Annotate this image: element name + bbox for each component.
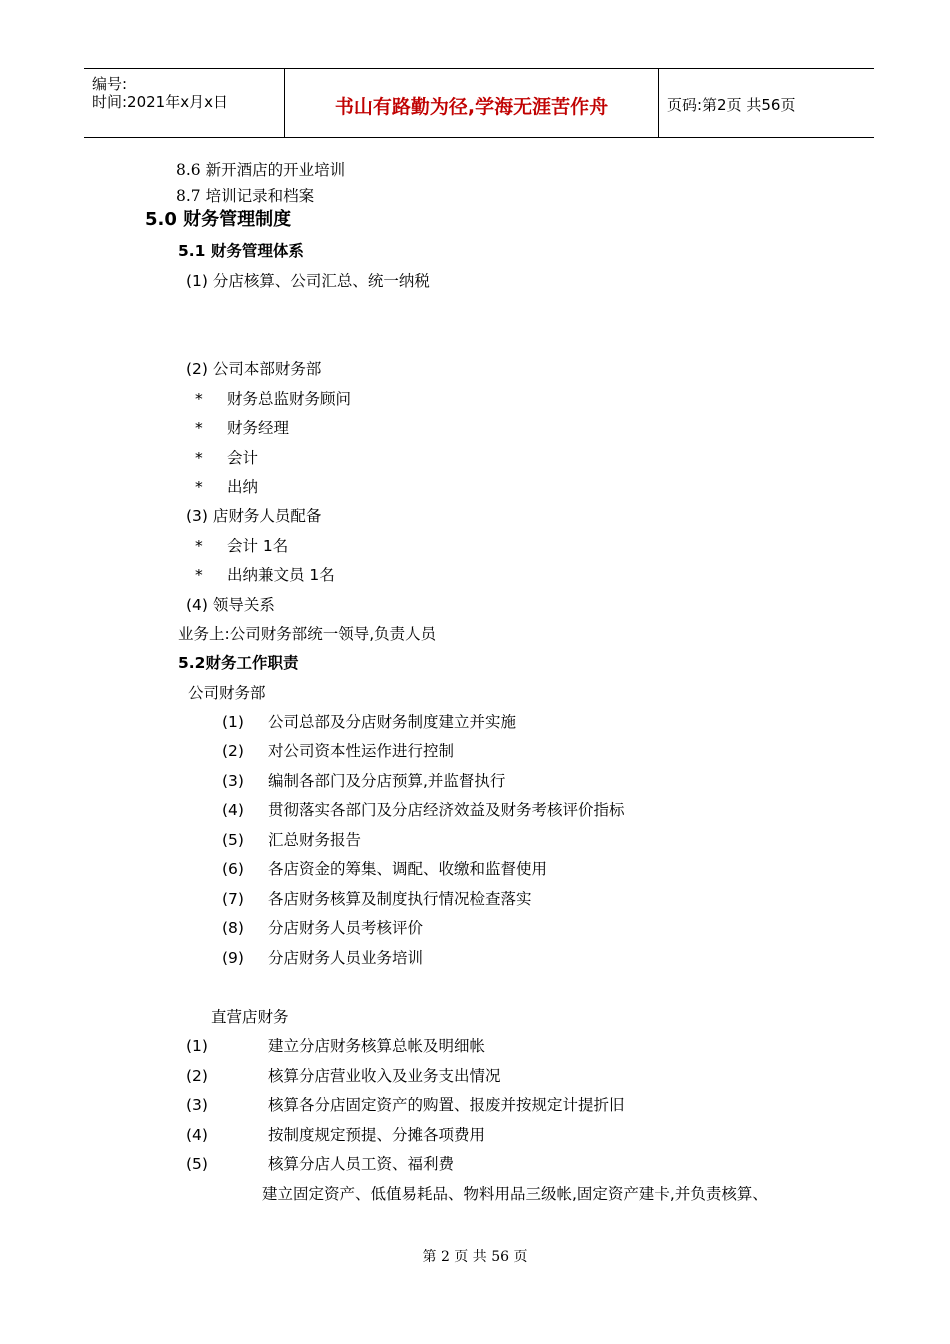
duty-number: (1) bbox=[222, 713, 244, 731]
bullet-mark: * bbox=[195, 478, 203, 496]
subsection-title: 5.2财务工作职责 bbox=[178, 654, 299, 672]
bullet-item bbox=[195, 565, 335, 585]
duty-item bbox=[222, 918, 423, 938]
duty-text: 汇总财务报告 bbox=[268, 831, 362, 849]
bullet-mark: * bbox=[195, 419, 203, 437]
duty-number: (4) bbox=[222, 801, 244, 819]
store-duty-item bbox=[186, 1095, 625, 1115]
staff-role: 出纳 bbox=[227, 478, 259, 496]
duty-text: 按制度规定预提、分摊各项费用 bbox=[268, 1126, 486, 1144]
system-item: (4) 领导关系 bbox=[186, 596, 275, 614]
motto: 书山有路勤为径,学海无涯苦作舟 bbox=[334, 96, 609, 118]
duty-number: (4) bbox=[186, 1126, 208, 1144]
duty-number: (2) bbox=[186, 1067, 208, 1085]
duty-item bbox=[222, 830, 361, 850]
duty-number: (5) bbox=[222, 831, 244, 849]
duty-item bbox=[222, 771, 505, 791]
duty-text: 贯彻落实各部门及分店经济效益及财务考核评价指标 bbox=[268, 801, 625, 819]
training-item: 8.7 培训记录和档案 bbox=[176, 187, 315, 205]
bullet-mark: * bbox=[195, 566, 203, 584]
bullet-mark: * bbox=[195, 537, 203, 555]
duty-text: 分店财务人员考核评价 bbox=[268, 919, 424, 937]
footer-page-number: 第 2 页 共 56 页 bbox=[422, 1249, 528, 1265]
continuation-line: 建立固定资产、低值易耗品、物料用品三级帐,固定资产建卡,并负责核算、 bbox=[262, 1185, 768, 1203]
staff-role: 会计 bbox=[227, 449, 259, 467]
staff-role: 财务总监财务顾问 bbox=[227, 390, 352, 408]
bullet-item bbox=[195, 477, 258, 497]
duty-text: 分店财务人员业务培训 bbox=[268, 949, 424, 967]
subsection-title: 5.1 财务管理体系 bbox=[178, 242, 304, 260]
bullet-mark: * bbox=[195, 390, 203, 408]
duty-number: (2) bbox=[222, 742, 244, 760]
header-right-cell bbox=[658, 69, 874, 137]
duty-item bbox=[222, 800, 625, 820]
duty-text: 建立分店财务核算总帐及明细帐 bbox=[268, 1037, 486, 1055]
store-duty-item bbox=[186, 1036, 485, 1056]
section-title: 5.0 财务管理制度 bbox=[145, 209, 292, 230]
duty-number: (8) bbox=[222, 919, 244, 937]
duty-text: 编制各部门及分店预算,并监督执行 bbox=[268, 772, 506, 790]
duty-text: 公司总部及分店财务制度建立并实施 bbox=[268, 713, 517, 731]
duty-number: (1) bbox=[186, 1037, 208, 1055]
duty-item bbox=[222, 741, 454, 761]
duty-item bbox=[222, 889, 532, 909]
bullet-item bbox=[195, 389, 351, 409]
page-footer bbox=[0, 1246, 950, 1266]
duty-number: (9) bbox=[222, 949, 244, 967]
document-time: 时间:2021年x月x日 bbox=[92, 93, 228, 111]
duty-text: 核算分店营业收入及业务支出情况 bbox=[268, 1067, 501, 1085]
store-duty-item bbox=[186, 1125, 485, 1145]
document-number: 编号: bbox=[92, 75, 128, 93]
bullet-item bbox=[195, 536, 288, 556]
duty-text: 核算分店人员工资、福利费 bbox=[268, 1155, 455, 1173]
staff-role: 财务经理 bbox=[227, 419, 290, 437]
duty-number: (3) bbox=[222, 772, 244, 790]
bullet-mark: * bbox=[195, 449, 203, 467]
system-item: (2) 公司本部财务部 bbox=[186, 360, 322, 378]
department-heading: 公司财务部 bbox=[188, 684, 266, 702]
store-duty-item bbox=[186, 1066, 501, 1086]
department-heading: 直营店财务 bbox=[211, 1008, 289, 1026]
store-duty-item bbox=[186, 1154, 454, 1174]
header-left-cell bbox=[84, 69, 284, 137]
bullet-item bbox=[195, 418, 289, 438]
duty-text: 各店资金的筹集、调配、收缴和监督使用 bbox=[268, 860, 548, 878]
duty-number: (7) bbox=[222, 890, 244, 908]
system-item: (1) 分店核算、公司汇总、统一纳税 bbox=[186, 272, 430, 290]
duty-item bbox=[222, 948, 423, 968]
duty-text: 对公司资本性运作进行控制 bbox=[268, 742, 455, 760]
page-header bbox=[84, 68, 874, 138]
staff-role: 会计 1名 bbox=[227, 537, 289, 555]
bullet-item bbox=[195, 448, 258, 468]
business-line: 业务上:公司财务部统一领导,负责人员 bbox=[178, 625, 437, 643]
duty-item bbox=[222, 712, 516, 732]
training-item: 8.6 新开酒店的开业培训 bbox=[176, 161, 346, 179]
duty-text: 各店财务核算及制度执行情况检查落实 bbox=[268, 890, 532, 908]
header-motto-cell bbox=[284, 69, 659, 137]
duty-number: (3) bbox=[186, 1096, 208, 1114]
page-info: 页码:第2页 共56页 bbox=[667, 96, 796, 114]
system-item: (3) 店财务人员配备 bbox=[186, 507, 322, 525]
staff-role: 出纳兼文员 1名 bbox=[227, 566, 335, 584]
duty-number: (6) bbox=[222, 860, 244, 878]
duty-text: 核算各分店固定资产的购置、报废并按规定计提折旧 bbox=[268, 1096, 625, 1114]
duty-number: (5) bbox=[186, 1155, 208, 1173]
duty-item bbox=[222, 859, 547, 879]
